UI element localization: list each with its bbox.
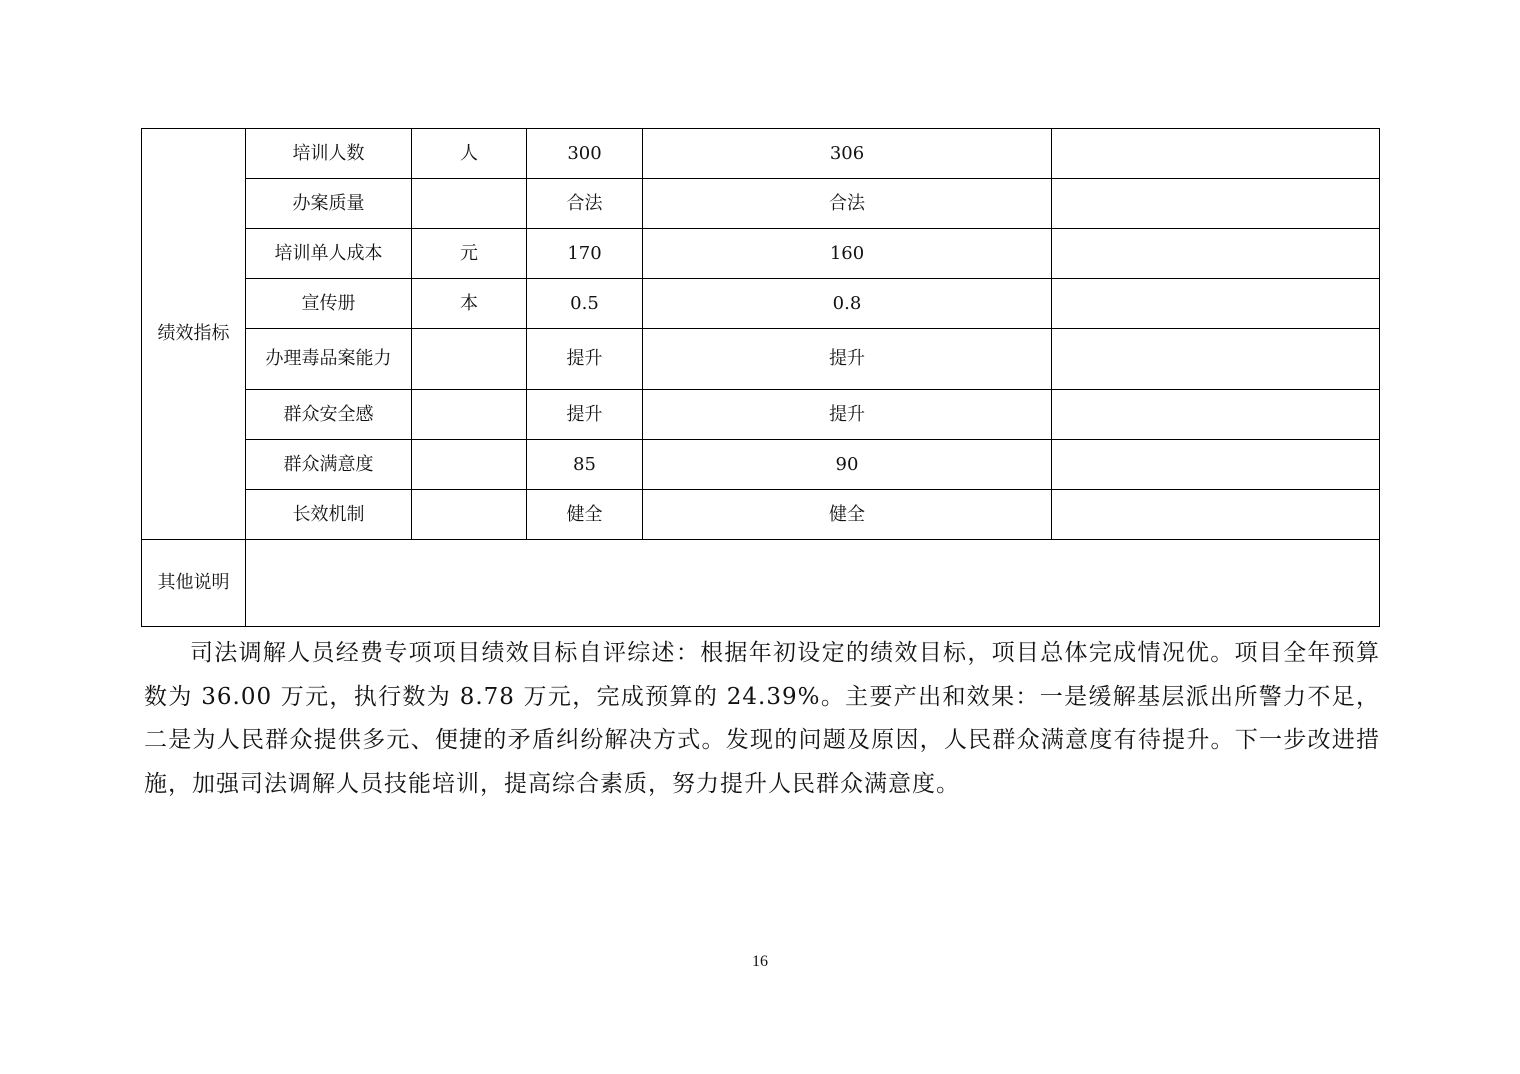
indicator-cell: 培训人数 [246,129,412,179]
unit-cell [412,490,527,540]
table-row [142,440,1380,490]
target-cell: 提升 [527,390,643,440]
table-row [142,279,1380,329]
indicator-cell: 办案质量 [246,179,412,229]
target-cell: 健全 [527,490,643,540]
target-cell: 提升 [527,329,643,390]
performance-table [141,128,1380,627]
target-cell: 85 [527,440,643,490]
target-cell: 170 [527,229,643,279]
target-cell: 300 [527,129,643,179]
actual-cell: 306 [643,129,1052,179]
unit-cell [412,329,527,390]
unit-cell: 人 [412,129,527,179]
note-cell [1052,329,1380,390]
table-row [142,129,1380,179]
note-cell [1052,490,1380,540]
table-row [142,229,1380,279]
actual-cell: 0.8 [643,279,1052,329]
note-cell [1052,279,1380,329]
category-cell: 绩效指标 [142,129,246,540]
target-cell: 0.5 [527,279,643,329]
unit-cell [412,390,527,440]
indicator-cell: 培训单人成本 [246,229,412,279]
target-cell: 合法 [527,179,643,229]
unit-cell: 元 [412,229,527,279]
unit-cell [412,440,527,490]
actual-cell: 提升 [643,329,1052,390]
other-label-cell: 其他说明 [142,540,246,627]
table-row [142,490,1380,540]
actual-cell: 合法 [643,179,1052,229]
table-row [142,390,1380,440]
indicator-cell: 宣传册 [246,279,412,329]
note-cell [1052,129,1380,179]
actual-cell: 90 [643,440,1052,490]
unit-cell [412,179,527,229]
note-cell [1052,390,1380,440]
table-row [142,179,1380,229]
table-row [142,329,1380,390]
indicator-cell: 群众安全感 [246,390,412,440]
note-cell [1052,229,1380,279]
actual-cell: 健全 [643,490,1052,540]
summary-paragraph: 司法调解人员经费专项项目绩效目标自评综述：根据年初设定的绩效目标，项目总体完成情况优。项目全年预算数为 36.00 万元，执行数为 8.78 万元，完成预算的 24.39%。主要产出和效果：一是缓解基层派出所警力不足，二是为人民群众提供多元、便捷的矛盾纠纷解决方式。发现的问题及原因，人民群众满意度有待提升。下一步改进措施，加强司法调解人员技能培训，提高综合素质，努力提升人民群众满意度。 [144,640,1380,797]
note-cell [1052,179,1380,229]
unit-cell: 本 [412,279,527,329]
note-cell [1052,440,1380,490]
table-row-other [142,540,1380,627]
indicator-cell: 办理毒品案能力 [246,329,412,390]
actual-cell: 提升 [643,390,1052,440]
other-value-cell [246,540,1380,627]
indicator-cell: 长效机制 [246,490,412,540]
actual-cell: 160 [643,229,1052,279]
indicator-cell: 群众满意度 [246,440,412,490]
page-number: 16 [752,953,768,970]
